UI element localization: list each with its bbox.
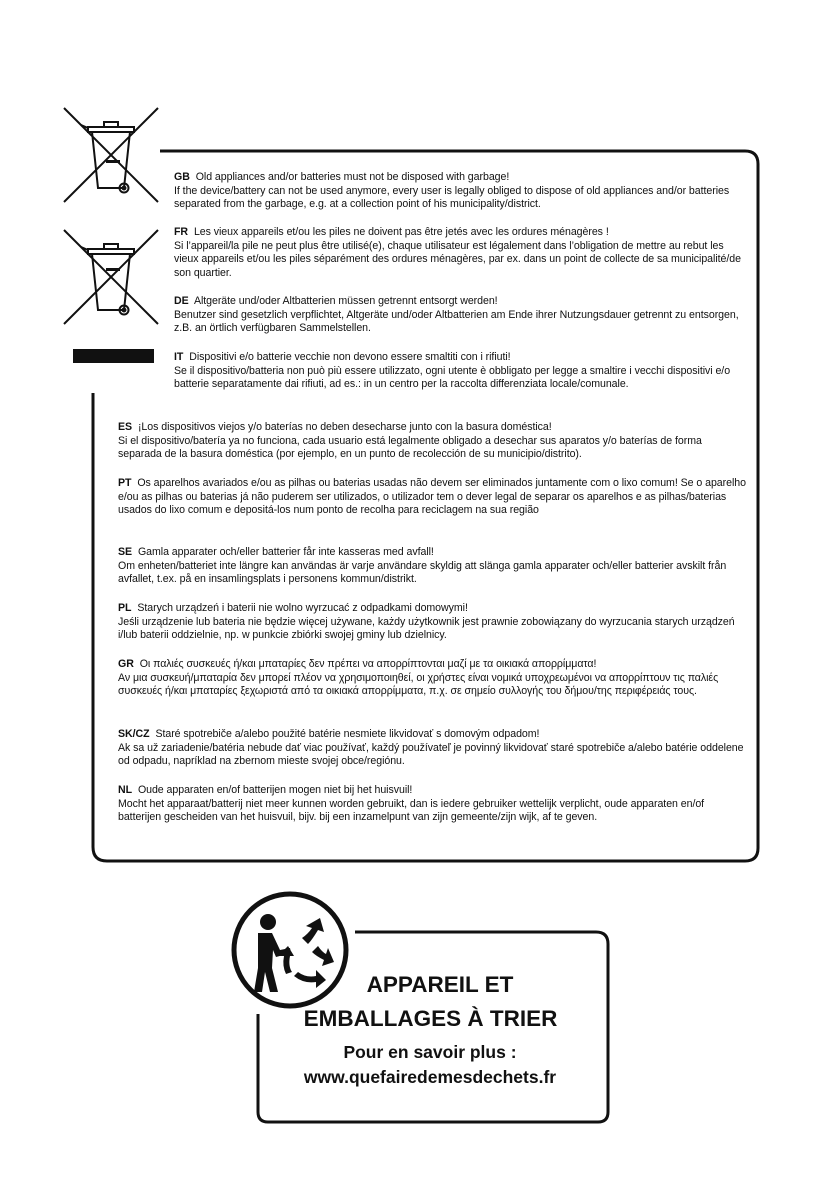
notice-body: Jeśli urządzenie lub bateria nie będzie więcej używane, każdy użytkownik jest prawnie zobowiązany do wyrzucania starych urządzeń i/lub baterii oddzielnie, np. w punkcie zbiórki swojej gminy lub dzielnicy. [118,615,735,642]
notice-gr [118,658,748,699]
separate-collection-bar [73,349,154,363]
notice-fr [174,226,744,280]
notice-headline: Staré spotrebiče a/alebo použité batérie nesmiete likvidovať s domovým odpadom! [155,728,540,740]
notice-body: Αν μια συσκευή/μπαταρία δεν μπορεί πλέον να χρησιμοποιηθεί, οι χρήστες είναι νομικά υποχρεωμένοι να απορρίπτουν τις παλιές συσκευές ή/και μπαταρίες ξεχωριστά από τα οικιακά απορρίμματα, π.χ. σε σημείο συλλογής του δήμου/της περιφέρειάς τους. [118,671,719,698]
notice-code: SE [118,546,133,558]
notice-headline: Les vieux appareils et/ou les piles ne doivent pas être jetés avec les ordures ménagères ! [193,226,609,238]
notice-nl [118,784,748,825]
triman-info-line: Pour en savoir plus : [343,1042,517,1062]
crossed-out-battery-bin-icon [62,228,160,326]
notice-headline: Os aparelhos avariados e/ou as pilhas ou baterias usadas não devem ser eliminados juntamente com o lixo comum! [137,477,678,489]
triman-title-line2: EMBALLAGES À TRIER [303,1006,558,1031]
notice-pl [118,602,748,643]
notice-code: FR [174,226,189,238]
notice-sk-cz [118,728,748,769]
notice-headline: Gamla apparater och/eller batterier får inte kasseras med avfall! [137,546,434,558]
notice-code: GR [118,658,134,670]
notice-headline: Oude apparaten en/of batterijen mogen niet bij het huisvuil! [137,784,413,796]
notice-body: Si el dispositivo/batería ya no funciona, cada usuario está legalmente obligado a desechar sus aparatos y/o baterías de forma separada de la basura doméstica (por ejemplo, en un punto de recolección de su municipio/distrito). [118,434,702,461]
notice-body: Mocht het apparaat/batterij niet meer kunnen worden gebruikt, dan is iedere gebruiker wettelijk verplicht, oude apparaten en/of batterijen gescheiden van het huisvuil, bijv. bij een inzamelpunt van zijn gemeente/zijn wijk, af te geven. [118,797,705,824]
triman-website-link[interactable]: www.quefairedemesdechets.fr [303,1067,557,1087]
notice-it [174,351,744,392]
notice-se [118,546,748,587]
notice-body: Si l’appareil/la pile ne peut plus être utilisé(e), chaque utilisateur est légalement dans l’obligation de mettre au rebut les vieux appareils et/ou les piles séparément des ordures ménagères, par ex. dans un point de collecte de sa municipalité/de son quartier. [174,239,741,279]
notice-headline: Altgeräte und/oder Altbatterien müssen getrennt entsorgt werden! [193,295,498,307]
notice-body: Se il dispositivo/batteria non può più essere utilizzato, ogni utente è obbligato per legge a smaltire i vecchi dispositivi e/o batterie separatamente dai rifiuti, ad es.: in un centro per la raccolta differenziata locale/comunale. [174,364,731,391]
notice-code: NL [118,784,133,796]
notice-de [174,295,744,336]
notice-body: Om enheten/batteriet inte längre kan användas är varje användare skyldig att slänga gamla apparater och/eller batterier avskilt från avfallet, t.ex. på en insamlingsplats i personens kommun/distrikt. [118,559,727,586]
notice-body: Ak sa už zariadenie/batéria nebude dať viac používať, každý používateľ je povinný likvidovať staré spotrebiče a/alebo batérie oddelene od odpadu, napríklad na zbernom mieste svojej obce/regiónu. [118,741,744,768]
notice-es [118,421,748,462]
notice-code: SK/CZ [118,728,150,740]
notice-headline: Starych urządzeń i baterii nie wolno wyrzucać z odpadkami domowymi! [137,602,468,614]
notice-code: GB [174,171,190,183]
notice-headline: ¡Los dispositivos viejos y/o baterías no deben desecharse junto con la basura doméstica! [137,421,552,433]
notice-body: If the device/battery can not be used anymore, every user is legally obliged to dispose of old appliances and/or batteries separated from the garbage, e.g. at a collection point of his municipality/district. [174,184,730,211]
notice-body: Benutzer sind gesetzlich verpflichtet, Altgeräte und/oder Altbatterien am Ende ihrer Nutzungsdauer getrennt zu entsorgen, z.B. an örtlich verfügbaren Sammelstellen. [174,308,739,335]
notice-headline: Dispositivi e/o batterie vecchie non devono essere smaltiti con i rifiuti! [189,351,511,363]
notice-code: PT [118,477,132,489]
notice-headline: Old appliances and/or batteries must not be disposed with garbage! [195,171,510,183]
notice-pt [118,477,748,518]
notice-code: DE [174,295,189,307]
notice-gb [174,171,744,212]
notice-body: Se o aparelho e/ou as pilhas ou baterias já não puderem ser utilizados, o utilizador tem o dever legal de separar os aparelhos e as pilhas/baterias usados do lixo comum e depositá-los num ponto de recolha para reciclagem na sua região [118,477,746,517]
triman-title-line1: APPAREIL ET [366,972,514,997]
notice-code: IT [174,351,184,363]
notice-headline: Οι παλιές συσκευές ή/και μπαταρίες δεν πρέπει να απορρίπτονται μαζί με τα οικιακά απορρίμματα! [139,658,597,670]
recycling-arrows-icon [278,918,334,988]
notice-code: PL [118,602,132,614]
notice-code: ES [118,421,133,433]
crossed-out-wheelie-bin-icon [62,106,160,204]
